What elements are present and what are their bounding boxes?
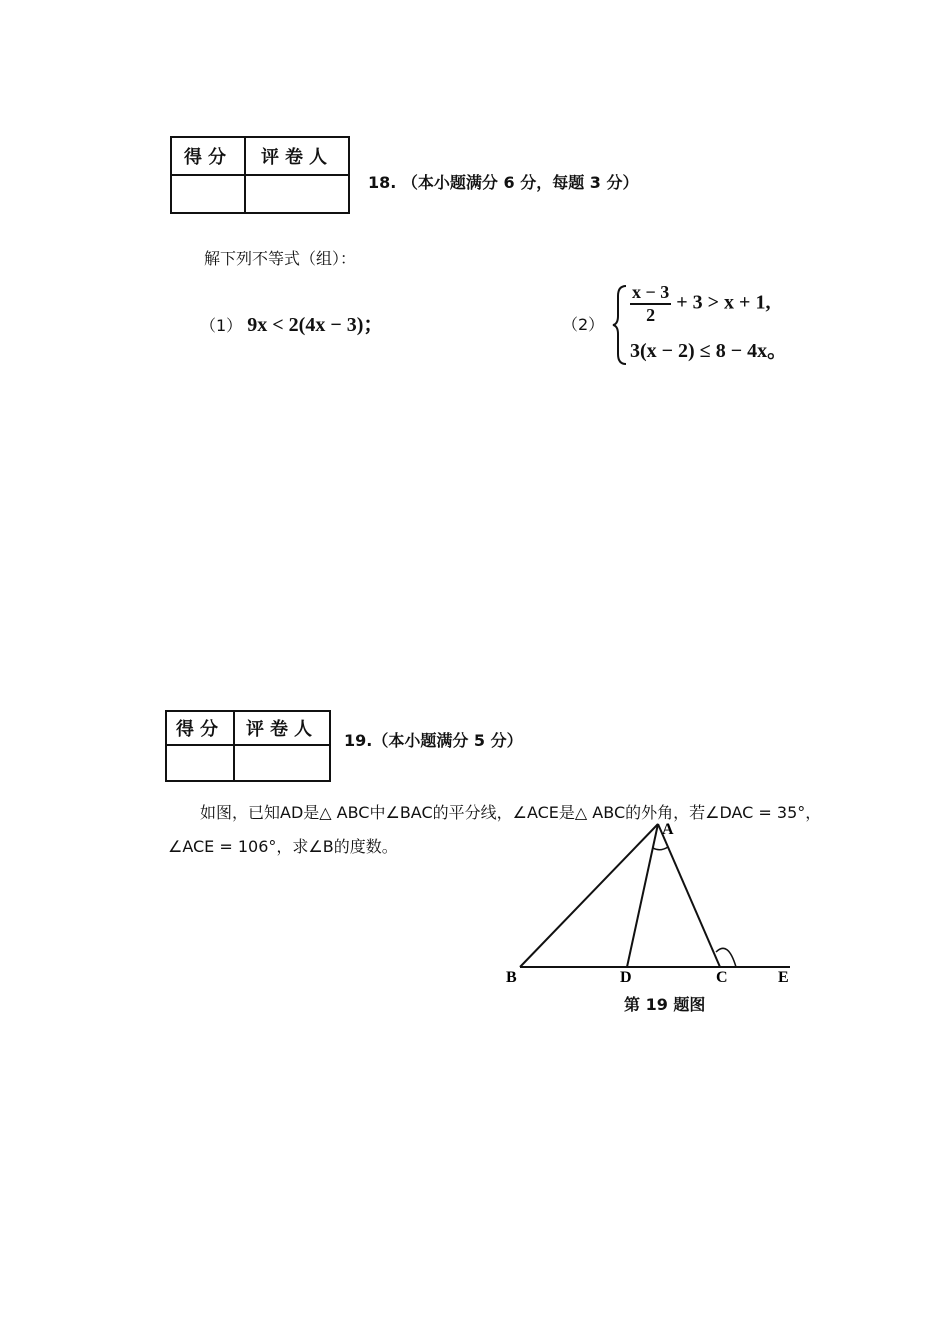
score-input-cell[interactable] [166, 745, 234, 781]
segment-AC [658, 824, 720, 967]
q18-score-table [170, 136, 350, 214]
point-label-A: A [662, 821, 674, 838]
line1-remainder: + 3 > x + 1, [676, 291, 771, 314]
grader-input-cell[interactable] [234, 745, 330, 781]
score-input-cell[interactable] [171, 175, 245, 213]
segment-AB [520, 824, 658, 967]
q19-problem-line-2: ∠ACE = 106°，求∠B的度数。 [168, 837, 398, 856]
score-header-cell: 得分 [166, 711, 234, 745]
figure-caption: 第 19 题图 [624, 995, 706, 1014]
point-label-C: C [716, 969, 728, 986]
part2-label: （2） [562, 315, 605, 334]
q19-header: 19.（本小题满分 5 分） [344, 731, 523, 750]
part1-expression: 9x < 2(4x − 3)； [247, 314, 384, 336]
system-line-1 [630, 282, 770, 326]
left-brace-icon [612, 284, 628, 366]
grader-header-cell: 评卷人 [245, 137, 349, 175]
q18-part1 [200, 308, 383, 337]
q18-header: 18. （本小题满分 6 分，每题 3 分） [368, 173, 639, 192]
point-label-D: D [620, 969, 632, 986]
grader-header-cell: 评卷人 [234, 711, 330, 745]
score-header-cell: 得分 [171, 137, 245, 175]
system-line-2: 3(x − 2) ≤ 8 − 4x。 [630, 340, 788, 362]
q19-triangle-figure [490, 812, 810, 988]
q19-score-table [165, 710, 331, 782]
point-label-B: B [506, 969, 517, 986]
q18-instruction: 解下列不等式（组）： [204, 249, 357, 268]
angle-DAC-arc [653, 847, 668, 850]
q19-problem-line-1: 如图，已知AD是△ ABC中∠BAC的平分线，∠ACE是△ ABC的外角，若∠DAC = 35°， [200, 803, 822, 822]
segment-AD [627, 824, 658, 967]
fraction-numerator: x − 3 [630, 282, 671, 305]
part1-label: （1） [200, 316, 243, 335]
point-label-E: E [778, 969, 789, 986]
fraction-denominator: 2 [646, 305, 656, 325]
grader-input-cell[interactable] [245, 175, 349, 213]
